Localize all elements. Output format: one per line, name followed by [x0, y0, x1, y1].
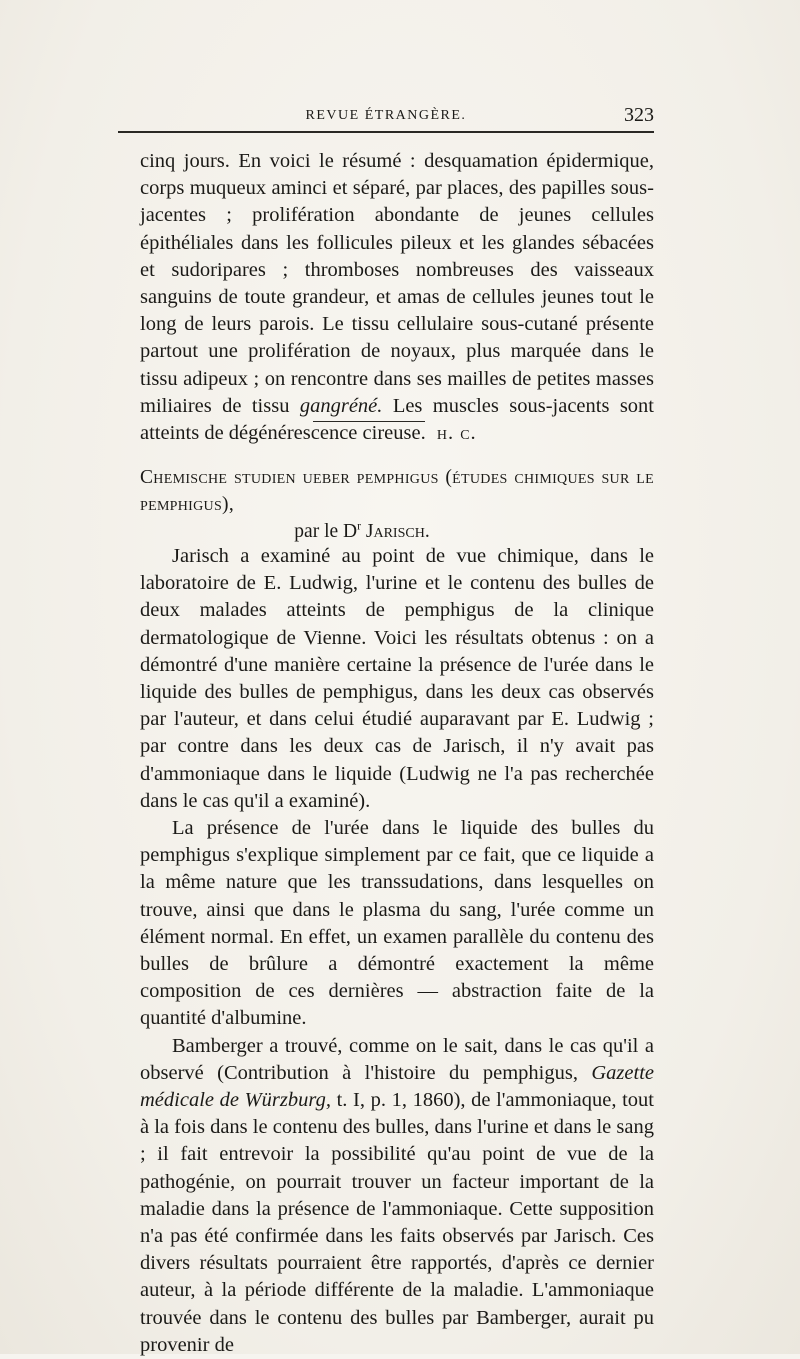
author-signature: h. c.: [436, 422, 477, 445]
article-author: Jarisch.: [365, 521, 430, 542]
article-title: Chemische studien ueber pemphigus (études chimiques sur le pemphigus),: [140, 467, 654, 515]
article-byline: [140, 518, 654, 545]
previous-article-ending: [140, 148, 654, 447]
article-heading: [140, 464, 654, 545]
section-separator: [313, 421, 425, 422]
byline-superscript: r: [357, 519, 362, 533]
article-body: [140, 543, 654, 1359]
paragraph-3-start: Bamberger a trouvé, comme on le sait, dans le cas qu'il a observé (Contribution à l'histoire du pemphigus,: [140, 1034, 654, 1084]
paragraph-3-end: t. I, p. 1, 1860), de l'ammoniaque, tout à la fois dans le contenu des bulles, dans l'urine et dans le sang ; il fait entrevoir la possibilité qu'au point de vue de la pathogénie, on pourrait trouver un facteur important de la maladie dans la présence de l'ammoniaque. Cette supposition n'a pas été confirmée dans les faits observés par Jarisch. Ces divers résultats pourraient être rapportés, d'après ce dernier auteur, à la période différente de la maladie. L'ammoniaque trouvée dans le contenu des bulles par Bamberger, aurait pu provenir de: [140, 1089, 654, 1356]
italic-word: gangréné.: [299, 394, 383, 417]
page-number: 323: [624, 104, 654, 126]
running-title: REVUE ÉTRANGÈRE.: [305, 108, 467, 123]
page-header: [118, 104, 654, 128]
paragraph-1: Jarisch a examiné au point de vue chimique, dans le laboratoire de E. Ludwig, l'urine et le contenu des bulles de deux malades atteints de pemphigus de la clinique dermatologique de Vienne. Voici les résultats obtenus : on a démontré d'une manière certaine la présence de l'urée dans le liquide des bulles de pemphigus, dans les deux cas observés par l'auteur, et dans celui étudié auparavant par E. Ludwig ; par contre dans les deux cas de Jarisch, il n'y avait pas d'ammoniaque dans le liquide (Ludwig ne l'a pas recherchée dans le cas qu'il a examiné).: [140, 545, 654, 812]
journal-title: Gazette médicale de Würzburg,: [140, 1061, 654, 1112]
previous-article-last-sentence: Les muscles sous-jacents sont atteints de dégénérescence cireuse.: [140, 394, 654, 445]
paragraph-2: La présence de l'urée dans le liquide des bulles du pemphigus s'explique simplement par ce fait, que ce liquide a la même nature que les transsudations, dans lesquelles on trouve, ainsi que dans le plasma du sang, l'urée comme un élément normal. En effet, un examen parallèle du contenu des bulles de brûlure a démontré exactement la même composition de ces dernières — abstraction faite de la quantité d'albumine.: [140, 817, 654, 1030]
header-rule: [118, 131, 654, 133]
paragraph-3: [140, 1033, 654, 1359]
previous-article-text: cinq jours. En voici le résumé : desquamation épidermique, corps muqueux aminci et séparé, par places, des papilles sous-jacentes ; prolifération abondante de jeunes cellules épithéliales dans les follicules pileux et les glandes sébacées et sudoripares ; thromboses nombreuses des vaisseaux sanguins de toute grandeur, et amas de cellules jeunes tout le long de leurs parois. Le tissu cellulaire sous-cutané présente partout une prolifération de noyaux, plus marquée dans le tissu adipeux ; on rencontre dans ses mailles de petites masses miliaires de tissu: [140, 150, 654, 417]
byline-prefix: par le D: [294, 521, 358, 542]
